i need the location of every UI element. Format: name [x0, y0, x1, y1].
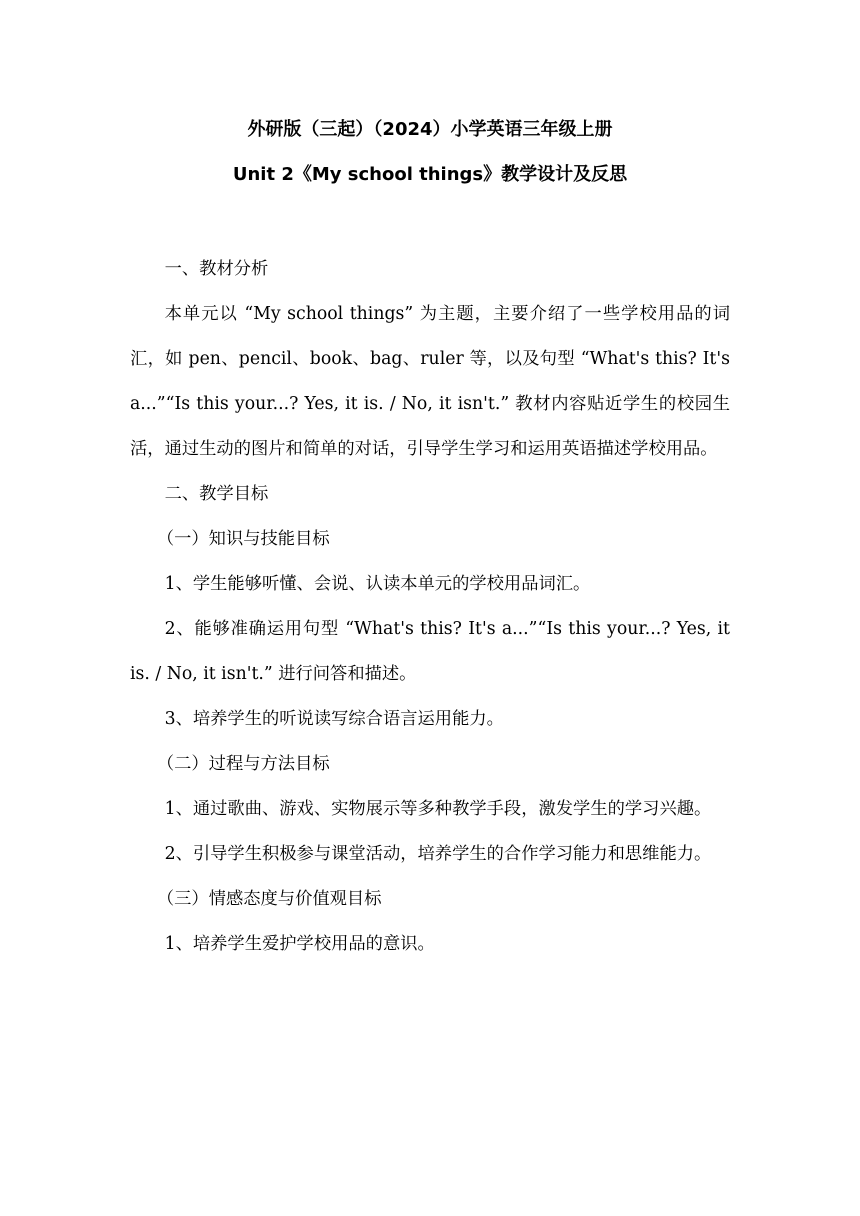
list-item: 1、学生能够听懂、会说、认读本单元的学校用品词汇。	[164, 574, 591, 594]
section-heading-teaching-objectives: 二、教学目标	[164, 484, 269, 504]
list-item: 1、通过歌曲、游戏、实物展示等多种教学手段，激发学生的学习兴趣。	[164, 799, 712, 819]
list-item: 2、能够准确运用句型 “What's this? It's a...”“Is this your...? Yes, it is. / No, it isn't.” 进行问答和描述。	[130, 619, 730, 684]
subheading-process-methods: （二）过程与方法目标	[156, 754, 330, 774]
list-item: 1、培养学生爱护学校用品的意识。	[164, 934, 435, 954]
subheading-emotional-values: （三）情感态度与价值观目标	[156, 889, 382, 909]
list-item: 3、培养学生的听说读写综合语言运用能力。	[164, 709, 504, 729]
subheading-knowledge-skills: （一）知识与技能目标	[156, 529, 330, 549]
section-heading-textbook-analysis: 一、教材分析	[164, 259, 269, 279]
document-subtitle: Unit 2《My school things》教学设计及反思	[232, 164, 628, 185]
list-item: 2、引导学生积极参与课堂活动，培养学生的合作学习能力和思维能力。	[164, 844, 712, 864]
paragraph-textbook-analysis: 本单元以 “My school things” 为主题，主要介绍了一些学校用品的词汇，如 pen、pencil、book、bag、ruler 等，以及句型 “What's this? It's a...”“Is this your...? Yes, it is. / No, it isn't.” 教材内容贴近学生的校园生活，通过生动的图片和简单的对话，引导学生学习和运用英语描述学校用品。	[130, 304, 730, 459]
document-body	[130, 247, 730, 967]
document-title: 外研版（三起）（2024）小学英语三年级上册	[247, 119, 613, 140]
